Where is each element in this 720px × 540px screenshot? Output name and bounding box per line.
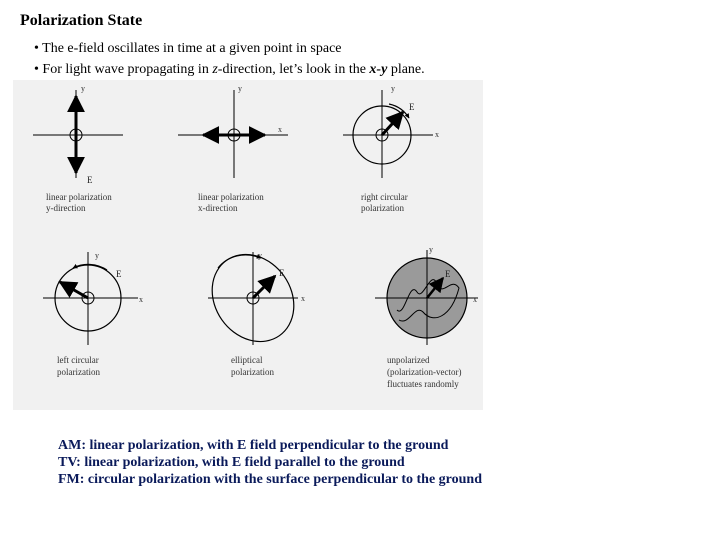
- svg-text:x: x: [301, 294, 305, 303]
- svg-text:y: y: [95, 251, 99, 260]
- bullet-item: • For light wave propagating in z-direction, let’s look in the x-y plane.: [34, 62, 425, 77]
- svg-text:x: x: [278, 125, 282, 134]
- caption-line: left circular: [57, 355, 99, 365]
- svg-text:x: x: [139, 295, 143, 304]
- panel-linear-x: [178, 84, 288, 213]
- svg-text:y: y: [429, 245, 433, 254]
- bullet-item: • The e-field oscillates in time at a given point in space: [34, 41, 342, 56]
- broadcast-notes: [58, 437, 482, 488]
- page-title: Polarization State: [20, 12, 143, 29]
- caption-line: polarization: [231, 367, 274, 377]
- caption-line: (polarization-vector): [387, 367, 462, 377]
- panel-unpolarized: [375, 245, 478, 389]
- caption-line: right circular: [361, 192, 408, 202]
- svg-text:E: E: [116, 269, 122, 279]
- caption-line: fluctuates randomly: [387, 379, 459, 389]
- caption-line: elliptical: [231, 355, 263, 365]
- polarization-diagram: [13, 80, 483, 410]
- panel-right-circular: [343, 84, 439, 213]
- caption-line: linear polarization: [46, 192, 112, 202]
- panel-left-circular: [43, 251, 143, 377]
- svg-text:y: y: [81, 84, 85, 93]
- svg-text:x: x: [435, 130, 439, 139]
- panel-linear-y: [33, 84, 123, 213]
- caption-line: linear polarization: [198, 192, 264, 202]
- svg-text:E: E: [87, 175, 93, 185]
- caption-line: polarization: [361, 203, 404, 213]
- caption-line: polarization: [57, 367, 100, 377]
- svg-text:E: E: [279, 268, 285, 278]
- svg-text:E: E: [445, 269, 451, 279]
- svg-text:x: x: [473, 295, 477, 304]
- svg-text:y: y: [391, 84, 395, 93]
- caption-line: unpolarized: [387, 355, 430, 365]
- note-line: AM: linear polarization, with E field perpendicular to the ground: [58, 438, 449, 453]
- note-line: FM: circular polarization with the surface perpendicular to the ground: [58, 472, 482, 487]
- note-line: TV: linear polarization, with E field parallel to the ground: [58, 455, 405, 470]
- caption-line: y-direction: [46, 203, 86, 213]
- panel-elliptical: [195, 239, 310, 377]
- svg-text:y: y: [258, 251, 262, 260]
- svg-text:y: y: [238, 84, 242, 93]
- caption-line: x-direction: [198, 203, 238, 213]
- svg-text:E: E: [409, 102, 415, 112]
